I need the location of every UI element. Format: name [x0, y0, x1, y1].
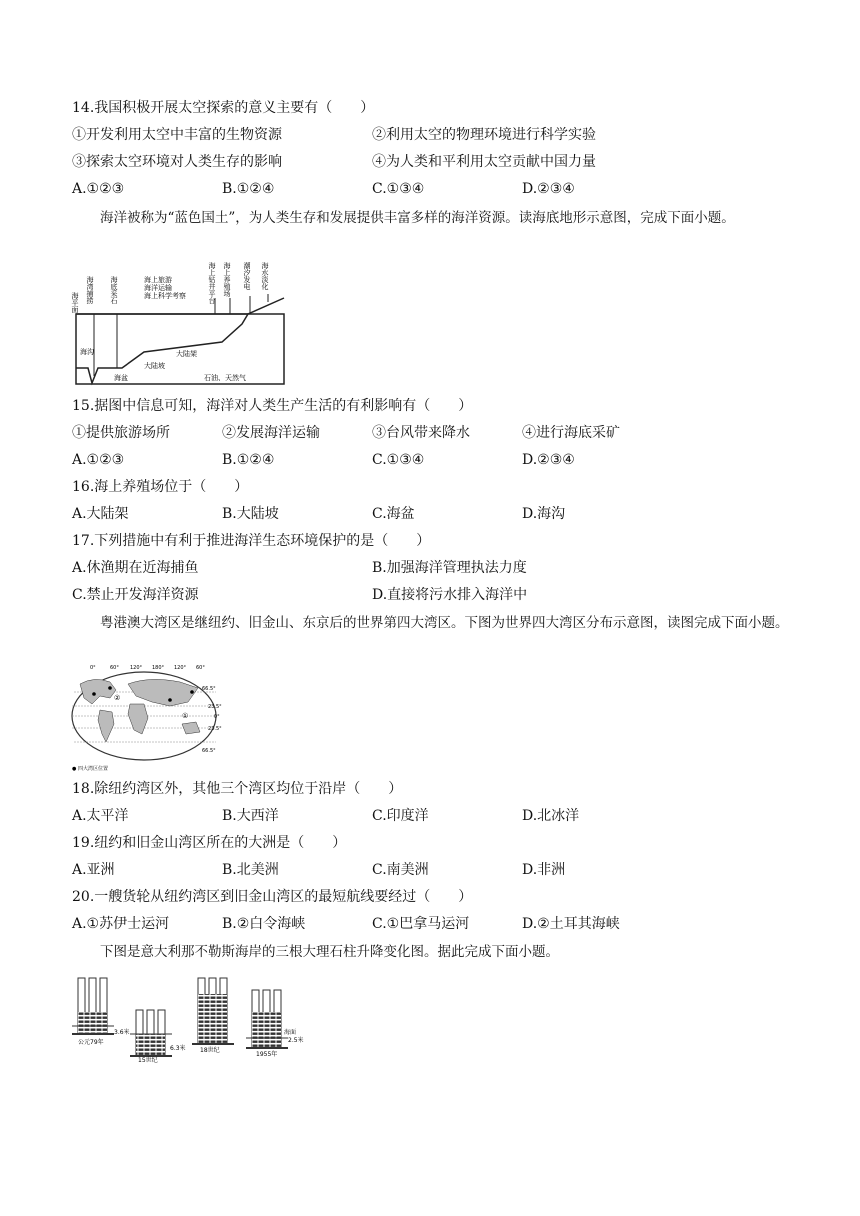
lat-label-66n: 66.5° [202, 686, 216, 692]
label-seabed: 海底采石 [110, 276, 118, 304]
label-sea-level: 海平面 [71, 292, 79, 313]
q15-statement-2: ②发展海洋运输 [222, 425, 320, 441]
q14-option-c[interactable]: C.①③④ [372, 181, 425, 197]
label-desal: 海水淡化 [261, 262, 269, 290]
label-15c: 15世纪 [138, 1057, 158, 1064]
q14-statement-3: ③探索太空环境对人类生存的影响 [72, 154, 282, 170]
label-basin: 海盆 [114, 374, 128, 382]
label-oil: 石油、天然气 [204, 374, 246, 382]
q20-option-c[interactable]: C.①巴拿马运河 [372, 916, 470, 932]
q14-option-a[interactable]: A.①②③ [72, 181, 125, 197]
q16-option-b[interactable]: B.大陆坡 [222, 506, 279, 522]
q16-stem: 16.海上养殖场位于（ ） [72, 479, 249, 495]
column-group-18c [192, 978, 234, 1054]
column-group-1955 [246, 990, 304, 1058]
label-drilling: 海上钻井平台 [208, 262, 216, 304]
q14-option-d[interactable]: D.②③④ [522, 181, 575, 197]
label-79ad: 公元79年 [78, 1039, 104, 1046]
q17-option-b[interactable]: B.加强海洋管理执法力度 [372, 560, 527, 576]
label-slope: 大陆坡 [144, 362, 165, 370]
intro-seafloor: 海洋被称为“蓝色国土”，为人类生存和发展提供丰富多样的海洋资源。读海底地形示意图，完成下面小题。 [100, 210, 735, 226]
q15-statement-1: ①提供旅游场所 [72, 425, 170, 441]
seafloor-diagram [72, 258, 292, 388]
lat-label-0: 0° [214, 714, 220, 720]
q17-option-c[interactable]: C.禁止开发海洋资源 [72, 587, 199, 603]
q15-option-d[interactable]: D.②③④ [522, 452, 575, 468]
label-tourism: 海上旅游 [144, 276, 172, 284]
q18-option-b[interactable]: B.大西洋 [222, 808, 279, 824]
q20-option-a[interactable]: A.①苏伊士运河 [72, 916, 170, 932]
column-group-79ad [72, 978, 130, 1046]
lon-label-1: 0° [90, 665, 96, 671]
q19-option-d[interactable]: D.非洲 [522, 862, 566, 878]
q14-statement-1: ①开发利用太空中丰富的生物资源 [72, 127, 282, 143]
depth-1955: 2.5米 [288, 1037, 304, 1044]
q16-option-d[interactable]: D.海沟 [522, 506, 566, 522]
map-legend: ● 四大湾区位置 [72, 766, 108, 772]
q15-statement-4: ④进行海底采矿 [522, 425, 620, 441]
q18-option-c[interactable]: C.印度洋 [372, 808, 429, 824]
column-group-15c [130, 1010, 186, 1064]
marker-1: ① [182, 712, 189, 720]
q20-stem: 20.一艘货轮从纽约湾区到旧金山湾区的最短航线要经过（ ） [72, 889, 473, 905]
label-shelf: 大陆架 [176, 350, 197, 358]
q14-stem: 14.我国积极开展太空探索的意义主要有（ ） [72, 100, 375, 116]
q18-stem: 18.除纽约湾区外，其他三个湾区均位于沿岸（ ） [72, 781, 403, 797]
world-bay-areas-map [70, 662, 230, 774]
q20-option-b[interactable]: B.②白令海峡 [222, 916, 306, 932]
q15-statement-3: ③台风带来降水 [372, 425, 470, 441]
q17-option-a[interactable]: A.休渔期在近海捕鱼 [72, 560, 199, 576]
q20-option-d[interactable]: D.②土耳其海峡 [522, 916, 620, 932]
q19-option-c[interactable]: C.南美洲 [372, 862, 429, 878]
lat-label-23n: 23.5° [208, 704, 222, 710]
q15-option-c[interactable]: C.①③④ [372, 452, 425, 468]
lon-label-2: 60° [110, 665, 119, 671]
q16-option-c[interactable]: C.海盆 [372, 506, 415, 522]
q16-option-a[interactable]: A.大陆架 [72, 506, 129, 522]
lat-label-66s: 66.5° [202, 748, 216, 754]
label-1955: 1955年 [256, 1051, 278, 1058]
intro-columns: 下图是意大利那不勒斯海岸的三根大理石柱升降变化图。据此完成下面小题。 [100, 944, 559, 960]
label-18c: 18世纪 [200, 1047, 220, 1054]
q19-stem: 19.纽约和旧金山湾区所在的大洲是（ ） [72, 835, 347, 851]
q19-option-b[interactable]: B.北美洲 [222, 862, 279, 878]
label-energy: 潮汐发电 [243, 262, 251, 290]
intro-bay-areas: 粤港澳大湾区是继纽约、旧金山、东京后的世界第四大湾区。下图为世界四大湾区分布示意图，读图完成下面小题。 [100, 615, 789, 631]
lon-label-6: 60° [196, 665, 205, 671]
q15-stem: 15.据图中信息可知，海洋对人类生产生活的有利影响有（ ） [72, 398, 473, 414]
lon-label-4: 180° [152, 665, 165, 671]
depth-15c: 6.3米 [170, 1045, 186, 1052]
q18-option-a[interactable]: A.太平洋 [72, 808, 129, 824]
q15-option-a[interactable]: A.①②③ [72, 452, 125, 468]
label-tidal: 海湾捕捞 [86, 276, 94, 304]
label-present: 海面 [284, 1029, 297, 1036]
q18-option-d[interactable]: D.北冰洋 [522, 808, 580, 824]
label-shipping: 海洋运输 [144, 284, 172, 292]
marker-2: ② [114, 694, 121, 702]
lon-label-5: 120° [174, 665, 187, 671]
q17-option-d[interactable]: D.直接将污水排入海洋中 [372, 587, 528, 603]
lon-label-3: 120° [130, 665, 143, 671]
label-farm: 海上养殖场 [223, 262, 231, 297]
label-research: 海上科学考察 [144, 292, 186, 300]
q14-option-b[interactable]: B.①②④ [222, 181, 275, 197]
q17-stem: 17.下列措施中有利于推进海洋生态环境保护的是（ ） [72, 533, 431, 549]
q15-option-b[interactable]: B.①②④ [222, 452, 275, 468]
lat-label-23s: 23.5° [208, 726, 222, 732]
q14-statement-2: ②利用太空的物理环境进行科学实验 [372, 127, 596, 143]
depth-79ad: 3.6米 [114, 1029, 130, 1036]
marble-columns-diagram [72, 972, 312, 1062]
label-trench: 海沟 [80, 348, 94, 356]
q19-option-a[interactable]: A.亚洲 [72, 862, 115, 878]
q14-statement-4: ④为人类和平利用太空贡献中国力量 [372, 154, 596, 170]
